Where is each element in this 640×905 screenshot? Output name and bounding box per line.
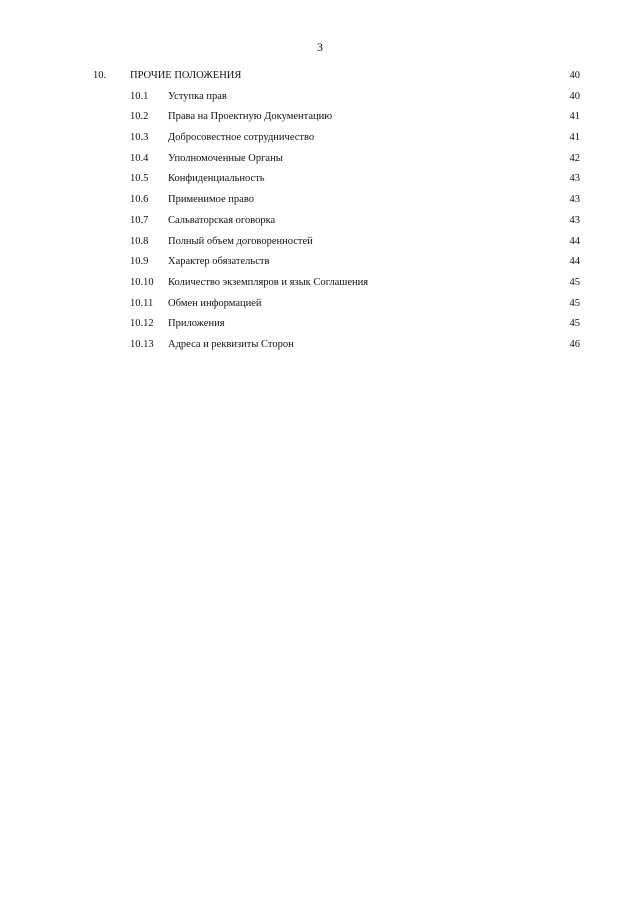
- toc-entry-page: 42: [569, 152, 580, 164]
- toc-entry-number: 10.6: [130, 194, 149, 206]
- toc-entry-title: Сальваторская оговорка: [168, 214, 276, 226]
- toc-entry-number: 10.4: [130, 152, 149, 164]
- toc-entry-number: 10.11: [130, 297, 154, 309]
- table-of-contents: [0, 70, 640, 360]
- toc-entry-title: Права на Проектную Документацию: [168, 111, 333, 123]
- toc-entry: [0, 173, 640, 194]
- toc-entry-page: 44: [569, 235, 580, 247]
- toc-entry-number: 10.1: [130, 90, 149, 102]
- toc-entry-number: 10.8: [130, 235, 149, 247]
- toc-entry-title: Добросовестное сотрудничество: [168, 132, 315, 144]
- toc-entry-title: Приложения: [168, 318, 225, 330]
- toc-entry-page: 43: [569, 194, 580, 206]
- toc-entry: [0, 153, 640, 174]
- toc-entry-page: 41: [569, 111, 580, 123]
- toc-entry: [0, 236, 640, 257]
- toc-entry-title: Адреса и реквизиты Сторон: [168, 338, 294, 350]
- toc-entry-number: 10.13: [130, 338, 154, 350]
- toc-entry-title: Конфиденциальность: [168, 173, 265, 185]
- toc-entry-number: 10.2: [130, 111, 149, 123]
- toc-entry-page: 43: [569, 173, 580, 185]
- toc-section-number: 10.: [93, 70, 107, 81]
- toc-entry: [0, 277, 640, 298]
- toc-entry: [0, 339, 640, 360]
- toc-entry: [0, 298, 640, 319]
- toc-entry-title: Количество экземпляров и язык Соглашения: [168, 276, 369, 288]
- toc-entry-page: 45: [569, 276, 580, 288]
- toc-entry: [0, 194, 640, 215]
- toc-entry-page: 45: [569, 318, 580, 330]
- toc-entry-number: 10.9: [130, 256, 149, 268]
- toc-entry-title: Уполномоченные Органы: [168, 152, 283, 164]
- toc-entry-page: 40: [569, 90, 580, 102]
- toc-entry-page: 43: [569, 214, 580, 226]
- toc-entry-title: Применимое право: [168, 194, 254, 206]
- toc-section-row: [0, 70, 640, 91]
- toc-entry: [0, 256, 640, 277]
- toc-entry-page: 45: [569, 297, 580, 309]
- page-number: 3: [317, 40, 323, 54]
- toc-entry: [0, 318, 640, 339]
- toc-entry-page: 46: [569, 338, 580, 350]
- toc-entry-number: 10.5: [130, 173, 149, 185]
- toc-entry-title: Характер обязательств: [168, 256, 270, 268]
- toc-entry-number: 10.7: [130, 214, 149, 226]
- toc-section-page: 40: [569, 70, 580, 81]
- toc-entry: [0, 215, 640, 236]
- toc-entry-page: 44: [569, 256, 580, 268]
- toc-entry-number: 10.12: [130, 318, 154, 330]
- toc-entry: [0, 91, 640, 112]
- toc-section-title: ПРОЧИЕ ПОЛОЖЕНИЯ: [130, 70, 242, 81]
- toc-entry: [0, 132, 640, 153]
- toc-entry-title: Уступка прав: [168, 90, 227, 102]
- toc-entry-number: 10.10: [130, 276, 154, 288]
- toc-entry-title: Полный объем договоренностей: [168, 235, 313, 247]
- toc-entry-number: 10.3: [130, 132, 149, 144]
- toc-entry-page: 41: [569, 132, 580, 144]
- toc-entry: [0, 111, 640, 132]
- toc-entry-title: Обмен информацией: [168, 297, 262, 309]
